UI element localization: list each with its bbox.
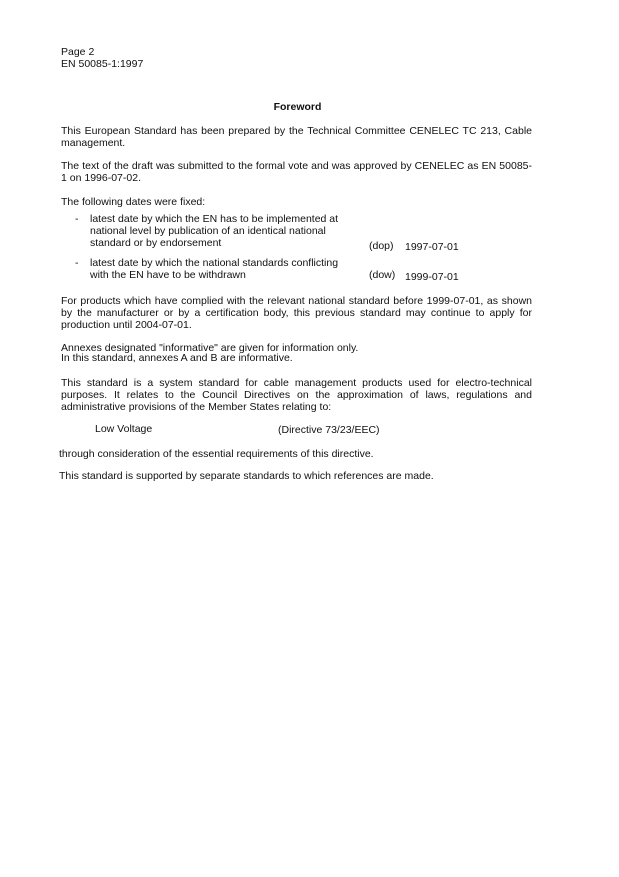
dop-date: 1997-07-01 xyxy=(405,241,459,253)
foreword-heading: Foreword xyxy=(273,101,322,113)
page-number: Page 2 xyxy=(61,46,95,58)
dow-description: latest date by which the national standards conflicting with the EN have to be withdrawn xyxy=(90,257,339,281)
intro-paragraph: This European Standard has been prepared by the Technical Committee CENELEC TC 213, Cable management. xyxy=(61,125,532,149)
dow-code: (dow) xyxy=(369,269,396,281)
products-transition-paragraph: For products which have complied with the relevant national standard before 1999-07-01, as shown by the manufacturer or by a certification body, this previous standard may continue to apply for production until 2004-07-01. xyxy=(61,295,532,331)
dop-code: (dop) xyxy=(369,240,394,252)
dates-intro-text: The following dates were fixed: xyxy=(61,196,206,208)
list-bullet-dash: - xyxy=(75,257,79,269)
supported-standards-line: This standard is supported by separate standards to which references are made. xyxy=(59,470,434,482)
requirements-line: through consideration of the essential requirements of this directive. xyxy=(59,448,374,460)
directive-reference: (Directive 73/23/EEC) xyxy=(278,424,380,436)
system-standard-paragraph: This standard is a system standard for cable management products used for electro-technical purposes. It relates to the Council Directives on the approximation of laws, regulations and administrative provisions of the Member States relating to: xyxy=(61,377,532,413)
annex-list-line: In this standard, annexes A and B are informative. xyxy=(61,352,293,364)
draft-approval-paragraph: The text of the draft was submitted to the formal vote and was approved by CENELEC as EN 50085-1 on 1996-07-02. xyxy=(61,160,532,184)
list-bullet-dash: - xyxy=(75,213,79,225)
document-id: EN 50085-1:1997 xyxy=(61,58,144,70)
directive-name: Low Voltage xyxy=(95,423,153,435)
annex-informative-line: Annexes designated "informative" are given for information only. xyxy=(61,342,359,354)
dop-description: latest date by which the EN has to be implemented at national level by publication of an identical national standard or by endorsement xyxy=(90,213,339,249)
dow-date: 1999-07-01 xyxy=(405,271,459,283)
